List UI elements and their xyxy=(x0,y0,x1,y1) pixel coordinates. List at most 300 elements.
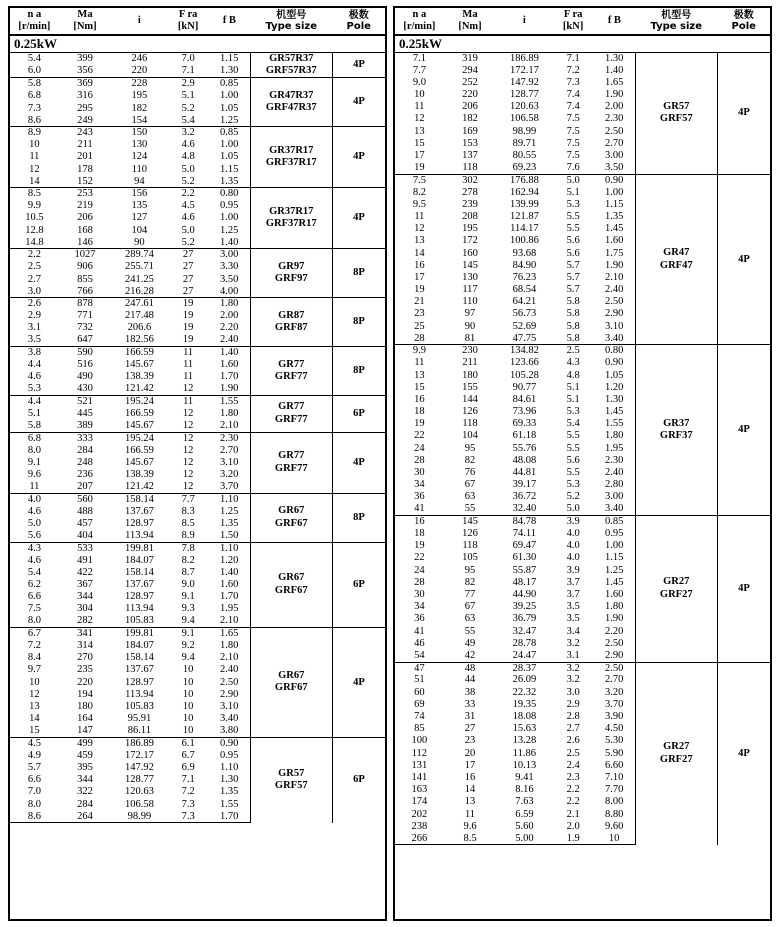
cell-ma: 130 xyxy=(462,271,478,283)
cell-i: 7.63 xyxy=(515,796,534,808)
table-row xyxy=(395,174,770,186)
cell-na: 4.3 xyxy=(10,542,59,554)
cell-na: 13 xyxy=(29,700,40,712)
cell-i: 184.07 xyxy=(124,554,154,566)
cell-fra: 5.5 xyxy=(566,442,580,454)
cell-fb: 1.05 xyxy=(219,151,239,163)
cell-na: 8.6 xyxy=(10,811,59,823)
cell-na: 13 xyxy=(414,369,425,381)
cell-i: 28.37 xyxy=(496,662,552,674)
cell-na: 19 xyxy=(414,540,425,552)
cell-fra: 7.2 xyxy=(566,64,580,76)
cell-fb: 3.20 xyxy=(604,686,624,698)
cell-na: 5.3 xyxy=(10,383,59,395)
cell-fb: 0.85 xyxy=(594,516,635,528)
cell-fb: 1.55 xyxy=(209,396,250,408)
cell-type-size: GR67 GRF67 xyxy=(250,628,333,738)
cell-i: 52.69 xyxy=(512,320,537,332)
cell-fb: 1.75 xyxy=(604,247,624,259)
cell-ma: 126 xyxy=(462,406,478,418)
cell-ma: 180 xyxy=(77,700,93,712)
cell-fra: 6.9 xyxy=(181,762,195,774)
cell-fra: 5.4 xyxy=(168,115,209,127)
cell-i: 9.41 xyxy=(515,771,534,783)
cell-i: 48.17 xyxy=(512,576,537,588)
cell-na: 12.8 xyxy=(25,224,44,236)
cell-fra: 3.2 xyxy=(566,637,580,649)
right-table-header xyxy=(395,8,770,35)
cell-fb: 4.00 xyxy=(209,286,250,298)
cell-pole: 8P xyxy=(333,249,386,298)
cell-fb: 1.25 xyxy=(219,505,239,517)
cell-ma: 105 xyxy=(462,552,478,564)
cell-na: 34 xyxy=(414,479,425,491)
cell-fb: 1.95 xyxy=(219,603,239,615)
cell-ma: 55 xyxy=(444,503,497,515)
cell-fb: 1.65 xyxy=(209,628,250,640)
cell-i: 106.58 xyxy=(509,113,539,125)
cell-fra: 7.1 xyxy=(553,52,594,64)
cell-na: 8.4 xyxy=(27,652,41,664)
cell-fra: 9.0 xyxy=(181,578,195,590)
cell-i: 64.21 xyxy=(512,296,537,308)
kw-row xyxy=(395,35,770,52)
cell-fra: 4.0 xyxy=(566,528,580,540)
cell-i: 162.94 xyxy=(509,186,539,198)
cell-fb: 3.00 xyxy=(604,149,624,161)
cell-i: 110 xyxy=(131,163,148,175)
header-fb-symbol: f B xyxy=(222,15,236,27)
cell-na: 6.6 xyxy=(27,591,41,603)
cell-ma: 168 xyxy=(77,224,93,236)
cell-fra: 4.6 xyxy=(181,139,195,151)
cell-na: 7.2 xyxy=(27,640,41,652)
cell-type-size: GR77 GRF77 xyxy=(250,396,333,433)
cell-na: 6.8 xyxy=(27,90,41,102)
cell-ma: 145 xyxy=(444,516,497,528)
header-fra xyxy=(168,8,209,35)
cell-i: 123.66 xyxy=(509,357,539,369)
cell-fb: 9.60 xyxy=(604,820,624,832)
cell-fb: 1.90 xyxy=(209,383,250,395)
cell-pole: 6P xyxy=(333,542,386,627)
cell-na: 69 xyxy=(414,698,425,710)
header-i xyxy=(111,8,167,35)
cell-ma: 153 xyxy=(462,137,478,149)
cell-ma: 16 xyxy=(464,771,476,783)
cell-fra: 2.5 xyxy=(566,747,580,759)
cell-na: 6.2 xyxy=(27,578,41,590)
cell-na: 6.0 xyxy=(10,65,59,78)
cell-na: 112 xyxy=(411,747,428,759)
cell-fb: 1.15 xyxy=(209,52,250,65)
cell-na: 3.1 xyxy=(27,322,41,334)
cell-ma: 389 xyxy=(59,420,112,432)
cell-fb: 1.60 xyxy=(604,235,624,247)
cell-ma: 248 xyxy=(77,456,93,468)
cell-pole: 4P xyxy=(718,345,771,516)
cell-i: 172.17 xyxy=(124,749,154,761)
cell-na: 11 xyxy=(414,101,425,113)
cell-fb: 3.80 xyxy=(209,725,250,737)
cell-na: 9.5 xyxy=(412,198,426,210)
cell-fb: 2.40 xyxy=(209,334,250,346)
cell-fra: 10 xyxy=(182,688,194,700)
cell-ma: 201 xyxy=(77,151,93,163)
cell-type-size: GR87 GRF87 xyxy=(250,298,333,347)
cell-na: 51 xyxy=(414,674,425,686)
cell-i: 26.09 xyxy=(512,674,537,686)
cell-i: 145.67 xyxy=(124,456,154,468)
cell-i: 134.82 xyxy=(496,345,552,357)
table-row xyxy=(10,347,385,359)
cell-ma: 878 xyxy=(59,298,112,310)
cell-fra: 2.2 xyxy=(566,796,580,808)
cell-na: 11 xyxy=(10,481,59,493)
cell-fb: 1.40 xyxy=(209,347,250,359)
cell-ma: 207 xyxy=(59,481,112,493)
cell-ma: 11 xyxy=(464,808,476,820)
header-pole-en: Pole xyxy=(731,21,756,33)
cell-fb: 1.55 xyxy=(604,418,624,430)
cell-fra: 27 xyxy=(168,249,209,261)
left-table-body xyxy=(10,35,385,823)
cell-ma: 490 xyxy=(77,371,93,383)
cell-ma: 499 xyxy=(59,737,112,749)
header-ma-symbol: Ma xyxy=(77,9,93,20)
cell-i: 241.25 xyxy=(124,273,154,285)
header-fra-symbol: F ra xyxy=(178,9,198,20)
cell-fra: 5.1 xyxy=(566,186,580,198)
table-row xyxy=(395,345,770,357)
cell-fra: 10 xyxy=(182,700,194,712)
cell-i: 121.87 xyxy=(509,210,539,222)
cell-i: 124 xyxy=(131,151,148,163)
cell-na: 7.5 xyxy=(395,174,444,186)
cell-i: 5.60 xyxy=(515,820,534,832)
left-table-container xyxy=(8,6,387,921)
cell-fra: 5.6 xyxy=(566,454,580,466)
cell-type-size: GR37 GRF37 xyxy=(635,345,718,516)
cell-ma: 422 xyxy=(77,566,93,578)
cell-fb: 2.50 xyxy=(604,125,624,137)
cell-fra: 2.9 xyxy=(566,698,580,710)
cell-ma: 31 xyxy=(464,711,476,723)
cell-fra: 7.6 xyxy=(553,162,594,174)
cell-na: 54 xyxy=(395,650,444,662)
kw-row xyxy=(10,35,385,52)
cell-na: 5.1 xyxy=(27,407,41,419)
cell-fb: 1.00 xyxy=(219,90,239,102)
cell-i: 90 xyxy=(111,237,167,249)
cell-na: 8.0 xyxy=(10,615,59,627)
cell-na: 3.0 xyxy=(10,286,59,298)
cell-fra: 4.8 xyxy=(566,369,580,381)
cell-na: 7.7 xyxy=(412,64,426,76)
cell-na: 11 xyxy=(29,151,40,163)
cell-i: 24.47 xyxy=(496,650,552,662)
cell-fra: 6.7 xyxy=(181,749,195,761)
cell-type-size: GR77 GRF77 xyxy=(250,347,333,396)
cell-i: 95.91 xyxy=(127,713,152,725)
cell-ma: 302 xyxy=(444,174,497,186)
cell-i: 206.6 xyxy=(127,322,152,334)
cell-fb: 1.90 xyxy=(604,88,624,100)
cell-fra: 5.6 xyxy=(566,247,580,259)
cell-ma: 516 xyxy=(77,359,93,371)
cell-fra: 12 xyxy=(168,481,209,493)
cell-ma: 152 xyxy=(59,176,112,188)
cell-fra: 19 xyxy=(182,310,194,322)
cell-i: 158.14 xyxy=(111,493,167,505)
cell-fra: 7.5 xyxy=(566,113,580,125)
header-fra-symbol: F ra xyxy=(563,9,583,20)
cell-fb: 1.90 xyxy=(604,259,624,271)
table-row xyxy=(395,52,770,64)
cell-fb: 1.45 xyxy=(604,406,624,418)
cell-ma: 118 xyxy=(462,540,478,552)
cell-na: 2.6 xyxy=(10,298,59,310)
cell-i: 154 xyxy=(111,115,167,127)
cell-fra: 5.8 xyxy=(566,308,580,320)
cell-na: 41 xyxy=(414,625,425,637)
cell-i: 158.14 xyxy=(124,652,154,664)
cell-fra: 5.2 xyxy=(168,237,209,249)
cell-fb: 0.90 xyxy=(209,737,250,749)
cell-fra: 6.1 xyxy=(168,737,209,749)
cell-fra: 7.8 xyxy=(168,542,209,554)
cell-fra: 5.3 xyxy=(566,198,580,210)
cell-na: 15 xyxy=(10,725,59,737)
cell-na: 4.6 xyxy=(27,505,41,517)
cell-fb: 1.35 xyxy=(219,786,239,798)
cell-ma: 236 xyxy=(77,469,93,481)
header-na-unit: [r/min] xyxy=(403,21,436,33)
cell-type-size: GR67 GRF67 xyxy=(250,493,333,542)
cell-na: 46 xyxy=(414,637,425,649)
cell-i: 61.30 xyxy=(512,552,537,564)
cell-fra: 10 xyxy=(168,725,209,737)
cell-na: 8.2 xyxy=(412,186,426,198)
cell-i: 130 xyxy=(131,139,148,151)
cell-ma: 341 xyxy=(59,628,112,640)
cell-fra: 27 xyxy=(168,286,209,298)
header-ma-unit: [Nm] xyxy=(458,21,482,33)
cell-ma: 333 xyxy=(59,432,112,444)
table-row xyxy=(395,516,770,528)
cell-fb: 0.90 xyxy=(604,357,624,369)
header-i-symbol: i xyxy=(137,15,141,27)
cell-na: 25 xyxy=(414,320,425,332)
cell-na: 19 xyxy=(395,162,444,174)
cell-i: 6.59 xyxy=(515,808,534,820)
cell-i: 80.55 xyxy=(512,149,537,161)
cell-fb: 3.70 xyxy=(604,698,624,710)
cell-ma: 647 xyxy=(59,334,112,346)
cell-ma: 445 xyxy=(77,407,93,419)
cell-ma: 766 xyxy=(59,286,112,298)
cell-fb: 0.95 xyxy=(219,749,239,761)
cell-fra: 7.7 xyxy=(168,493,209,505)
header-ma xyxy=(59,8,112,35)
cell-fra: 5.6 xyxy=(566,235,580,247)
cell-i: 105.83 xyxy=(111,615,167,627)
cell-i: 32.40 xyxy=(496,503,552,515)
cell-ma: 48 xyxy=(444,662,497,674)
cell-na: 74 xyxy=(414,711,425,723)
cell-na: 28 xyxy=(414,454,425,466)
cell-fra: 19 xyxy=(168,334,209,346)
cell-type-size: GR67 GRF67 xyxy=(250,542,333,627)
cell-i: 166.59 xyxy=(124,444,154,456)
cell-ma: 146 xyxy=(59,237,112,249)
cell-ma: 457 xyxy=(77,517,93,529)
cell-fra: 5.0 xyxy=(553,503,594,515)
cell-fra: 5.5 xyxy=(566,467,580,479)
cell-ma: 137 xyxy=(462,149,478,161)
cell-na: 4.0 xyxy=(10,493,59,505)
cell-i: 106.58 xyxy=(124,798,154,810)
cell-fb: 2.90 xyxy=(604,308,624,320)
cell-na: 36 xyxy=(414,491,425,503)
cell-ma: 81 xyxy=(444,333,497,345)
cell-i: 228 xyxy=(111,78,167,90)
cell-fra: 5.4 xyxy=(566,418,580,430)
cell-ma: 95 xyxy=(464,442,476,454)
cell-ma: 110 xyxy=(462,296,478,308)
cell-fb: 1.45 xyxy=(604,576,624,588)
cell-i: 98.99 xyxy=(111,811,167,823)
cell-i: 247.61 xyxy=(111,298,167,310)
cell-na: 10 xyxy=(29,676,40,688)
cell-ma: 239 xyxy=(462,198,478,210)
cell-fra: 3.2 xyxy=(553,662,594,674)
cell-fb: 3.10 xyxy=(604,320,624,332)
cell-fra: 7.3 xyxy=(181,798,195,810)
cell-na: 9.7 xyxy=(27,664,41,676)
cell-i: 74.11 xyxy=(512,528,536,540)
cell-i: 156 xyxy=(111,188,167,200)
header-type-size xyxy=(635,8,718,35)
cell-pole: 4P xyxy=(333,188,386,249)
cell-fb: 3.40 xyxy=(219,713,239,725)
cell-ma: 20 xyxy=(464,747,476,759)
cell-na: 9.1 xyxy=(27,456,41,468)
cell-ma: 253 xyxy=(59,188,112,200)
cell-fra: 12 xyxy=(168,420,209,432)
cell-fra: 27 xyxy=(182,261,194,273)
cell-fra: 12 xyxy=(182,407,194,419)
cell-fb: 2.70 xyxy=(219,444,239,456)
kw-label: 0.25kW xyxy=(395,35,770,52)
cell-pole: 8P xyxy=(333,298,386,347)
cell-fra: 4.0 xyxy=(566,552,580,564)
cell-fb: 1.40 xyxy=(219,566,239,578)
cell-fra: 11 xyxy=(168,396,209,408)
cell-i: 44.90 xyxy=(512,589,537,601)
cell-fra: 4.8 xyxy=(181,151,195,163)
cell-ma: 732 xyxy=(77,322,93,334)
cell-na: 2.7 xyxy=(27,273,41,285)
cell-fb: 1.55 xyxy=(219,798,239,810)
cell-fb: 2.50 xyxy=(594,662,635,674)
cell-fra: 2.7 xyxy=(566,723,580,735)
cell-ma: 172 xyxy=(462,235,478,247)
cell-ma: 42 xyxy=(444,650,497,662)
cell-na: 8.5 xyxy=(10,188,59,200)
cell-fra: 9.4 xyxy=(181,652,195,664)
cell-fb: 1.60 xyxy=(219,359,239,371)
cell-i: 55.76 xyxy=(512,442,537,454)
cell-i: 176.88 xyxy=(496,174,552,186)
cell-i: 36.79 xyxy=(512,613,537,625)
cell-fra: 7.0 xyxy=(168,52,209,65)
cell-fb: 2.50 xyxy=(604,296,624,308)
cell-fb: 1.30 xyxy=(594,52,635,64)
cell-i: 105.28 xyxy=(509,369,539,381)
cell-fra: 8.3 xyxy=(181,505,195,517)
cell-fra: 7.3 xyxy=(566,76,580,88)
cell-ma: 521 xyxy=(59,396,112,408)
cell-fb: 2.50 xyxy=(604,637,624,649)
cell-fb: 1.00 xyxy=(219,139,239,151)
cell-ma: 220 xyxy=(77,676,93,688)
cell-fb: 1.25 xyxy=(219,224,239,236)
header-na xyxy=(395,8,444,35)
cell-na: 16 xyxy=(395,516,444,528)
cell-i: 113.94 xyxy=(125,603,154,615)
cell-fb: 8.80 xyxy=(604,808,624,820)
cell-na: 18 xyxy=(414,406,425,418)
cell-i: 137.67 xyxy=(124,664,154,676)
cell-fb: 2.00 xyxy=(219,310,239,322)
cell-ma: 182 xyxy=(462,113,478,125)
cell-i: 28.78 xyxy=(512,637,537,649)
cell-i: 145.67 xyxy=(124,359,154,371)
cell-na: 8.6 xyxy=(10,115,59,127)
cell-fra: 4.5 xyxy=(181,200,195,212)
cell-i: 147.92 xyxy=(124,762,154,774)
cell-type-size: GR77 GRF77 xyxy=(250,432,333,493)
cell-na: 5.0 xyxy=(27,517,41,529)
cell-i: 289.74 xyxy=(111,249,167,261)
cell-ma: 118 xyxy=(444,162,497,174)
cell-i: 15.63 xyxy=(512,723,537,735)
cell-fra: 2.9 xyxy=(168,78,209,90)
cell-fra: 4.6 xyxy=(181,212,195,224)
cell-fra: 2.8 xyxy=(566,711,580,723)
cell-na: 2.5 xyxy=(27,261,41,273)
table-row xyxy=(10,188,385,200)
cell-fra: 9.2 xyxy=(181,640,195,652)
cell-i: 22.32 xyxy=(512,686,537,698)
cell-na: 4.4 xyxy=(10,396,59,408)
cell-ma: 49 xyxy=(464,637,476,649)
cell-na: 8.9 xyxy=(10,127,59,139)
cell-fb: 3.20 xyxy=(219,469,239,481)
cell-ma: 27 xyxy=(464,723,476,735)
cell-fb: 1.80 xyxy=(604,601,624,613)
cell-fb: 0.80 xyxy=(594,345,635,357)
cell-fra: 2.6 xyxy=(566,735,580,747)
cell-ma: 235 xyxy=(77,664,93,676)
cell-ma: 399 xyxy=(59,52,112,65)
cell-i: 255.71 xyxy=(124,261,154,273)
cell-fb: 1.30 xyxy=(604,393,624,405)
cell-fra: 3.5 xyxy=(566,601,580,613)
cell-i: 39.25 xyxy=(512,601,537,613)
cell-ma: 319 xyxy=(444,52,497,64)
